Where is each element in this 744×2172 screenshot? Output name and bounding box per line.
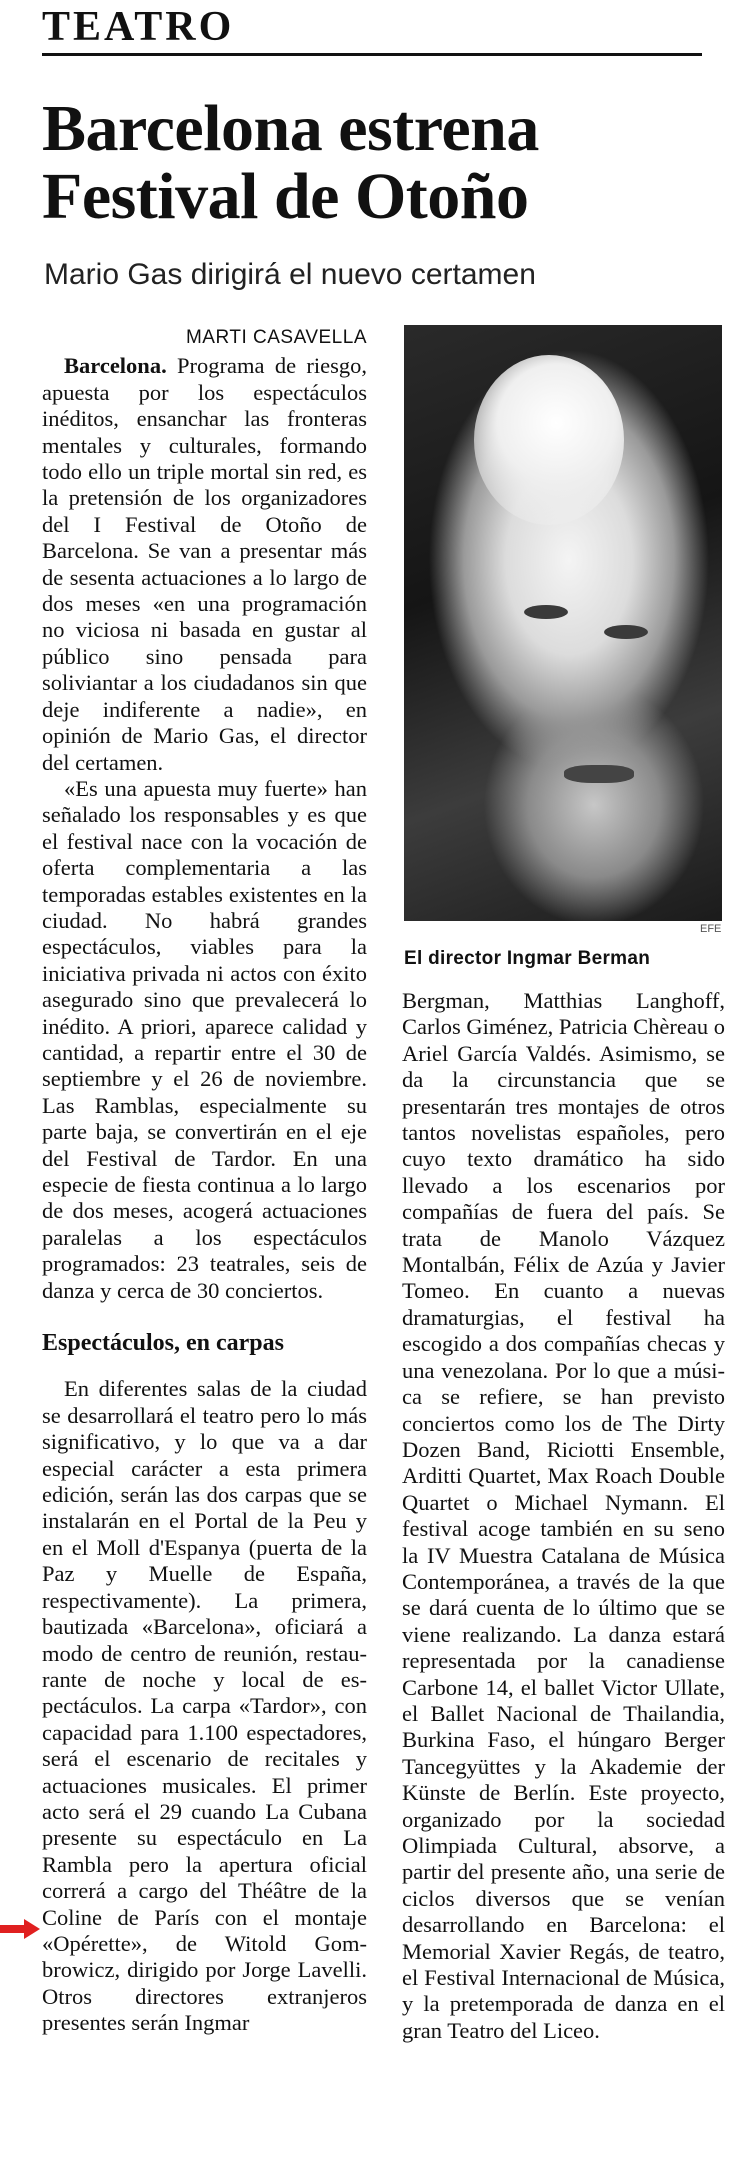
photo-caption: El director Ingmar Berman bbox=[404, 948, 651, 969]
photo-mouth bbox=[564, 765, 634, 783]
column-2-text: Bergman, Matthias Langhoff, Carlos Giménez, Patricia Chèreau o Ariel García Valdés. Asimismo, se da la circunstancia que se presentarán tres montajes de otros tantos novelistas españoles, pero cuyo texto dramático ha sido llevado a los escenarios por compañías de fuera del país. Se trata de Manolo Vázquez Montalbán, Félix de Azúa y Javier Tomeo. En cuanto a nuevas dramaturgias, el festival ha escogido a dos compañías checas y una venezolana. Por lo que a música se refiere, se han previsto conciertos como los de The Dirty Dozen Band, Riciotti Ensemble, Arditti Quartet, Max Roach Double Quartet o Michael Nymann. El festival acoge también en su seno la IV Muestra Catalana de Música Contemporánea, a través de la que se dará cuenta de lo último que se viene realizando. La danza estará representada por la canadiense Carbone 14, el ballet Victor Ullate, el Ballet Nacional de Thailandia, Burkina Faso, el húngaro Berger Tancegyüttes y la Akademie der Künste de Berlín. Este proyecto, organizado por la sociedad Olimpiada Cultural, absorve, a partir del presente año, una serie de ciclos diversos que se venían desarrollando en Barcelona: el Memorial Xavier Regás, de teatro, el Festival Internacional de Música, y la pretemporada de danza en el gran Teatro del Liceo. bbox=[402, 988, 726, 2043]
paragraph-1 bbox=[42, 353, 367, 776]
headline-line-1: Barcelona estrena bbox=[42, 92, 539, 165]
red-arrow-icon bbox=[0, 1919, 40, 1939]
paragraph-2: «Es una apuesta muy fuerte» han señalado los responsables y es que el festival nace con la vocación de oferta complementaria a las temporadas estables existentes en la ciudad. No habrá grandes espectáculos, viables para la iniciativa privada ni actos con éxito asegurado sino que prevalecerá lo inédito. A priori, aparece calidad y cantidad, a repartir entre el 30 de septiembre y el 26 de noviembre. Las Ramblas, especialmente su parte baja, se convertirán en el eje del Festival de Tardor. En una especie de fiesta continua a lo largo de dos meses, acogerá actuaciones paralelas a los espectáculos programados: 23 teatrales, seis de danza y cerca de 30 conciertos. bbox=[42, 775, 367, 1303]
headline-line-2: Festival de Otoño bbox=[42, 160, 529, 233]
section-subheading: Espectáculos, en carpas bbox=[42, 1330, 284, 1357]
photo-credit: EFE bbox=[700, 923, 722, 935]
byline: MARTI CASAVELLA bbox=[185, 327, 367, 348]
paragraph-3: En diferentes salas de la ciudad se desarrollará el teatro pero lo más significativo, y lo que va a dar especial carácter a esta primera edición, serán las dos carpas que se instalarán en el Portal de la Peu y en el Moll d'Espanya (puerta de la Paz y Muelle de España, respectivamente). La primera, bautizada «Barcelona», oficiará a modo de centro de reunión, restaurante de noche y local de espectáculos. La carpa «Tardor», con capacidad para 1.100 espectadores, será el escenario de recitales y actuaciones musicales. El primer acto será el 29 cuando La Cubana presente su espectáculo en La Rambla pero la apertura oficial correrá a cargo del Théâtre de la Coline de París con el montaje «Opérette», de Witold Gombrowicz, dirigido por Jorge Lavelli. Otros directores extranjeros presentes serán Ingmar bbox=[42, 1376, 367, 2036]
photo-eye-right bbox=[604, 625, 648, 639]
column-right bbox=[402, 988, 725, 2044]
section-title: TEATRO bbox=[42, 4, 235, 50]
column-left bbox=[42, 325, 367, 2037]
headline bbox=[42, 92, 722, 233]
portrait-photo bbox=[404, 325, 722, 921]
photo-eye-left bbox=[524, 605, 568, 619]
paragraph-1-text: Programa de riesgo, apuesta por los espectáculos inéditos, ensanchar las fronteras mentales y culturales, formando todo ello un triple mortal sin red, es la pretensión de los organizadores del I Festival de Otoño de Barcelona. Se van a presentar más de sesenta actuaciones a lo largo de dos meses «en una programación no viciosa ni basada en gustar al público sino pensada para soliviantar a los ciudadanos sin que deje indiferente a nadie», en opinión de Mario Gas, el director del certamen. bbox=[42, 353, 367, 775]
dateline: Barcelona. bbox=[64, 353, 167, 379]
photo-highlight bbox=[474, 355, 624, 525]
section-rule bbox=[42, 53, 702, 56]
subheadline: Mario Gas dirigirá el nuevo certamen bbox=[44, 258, 536, 291]
